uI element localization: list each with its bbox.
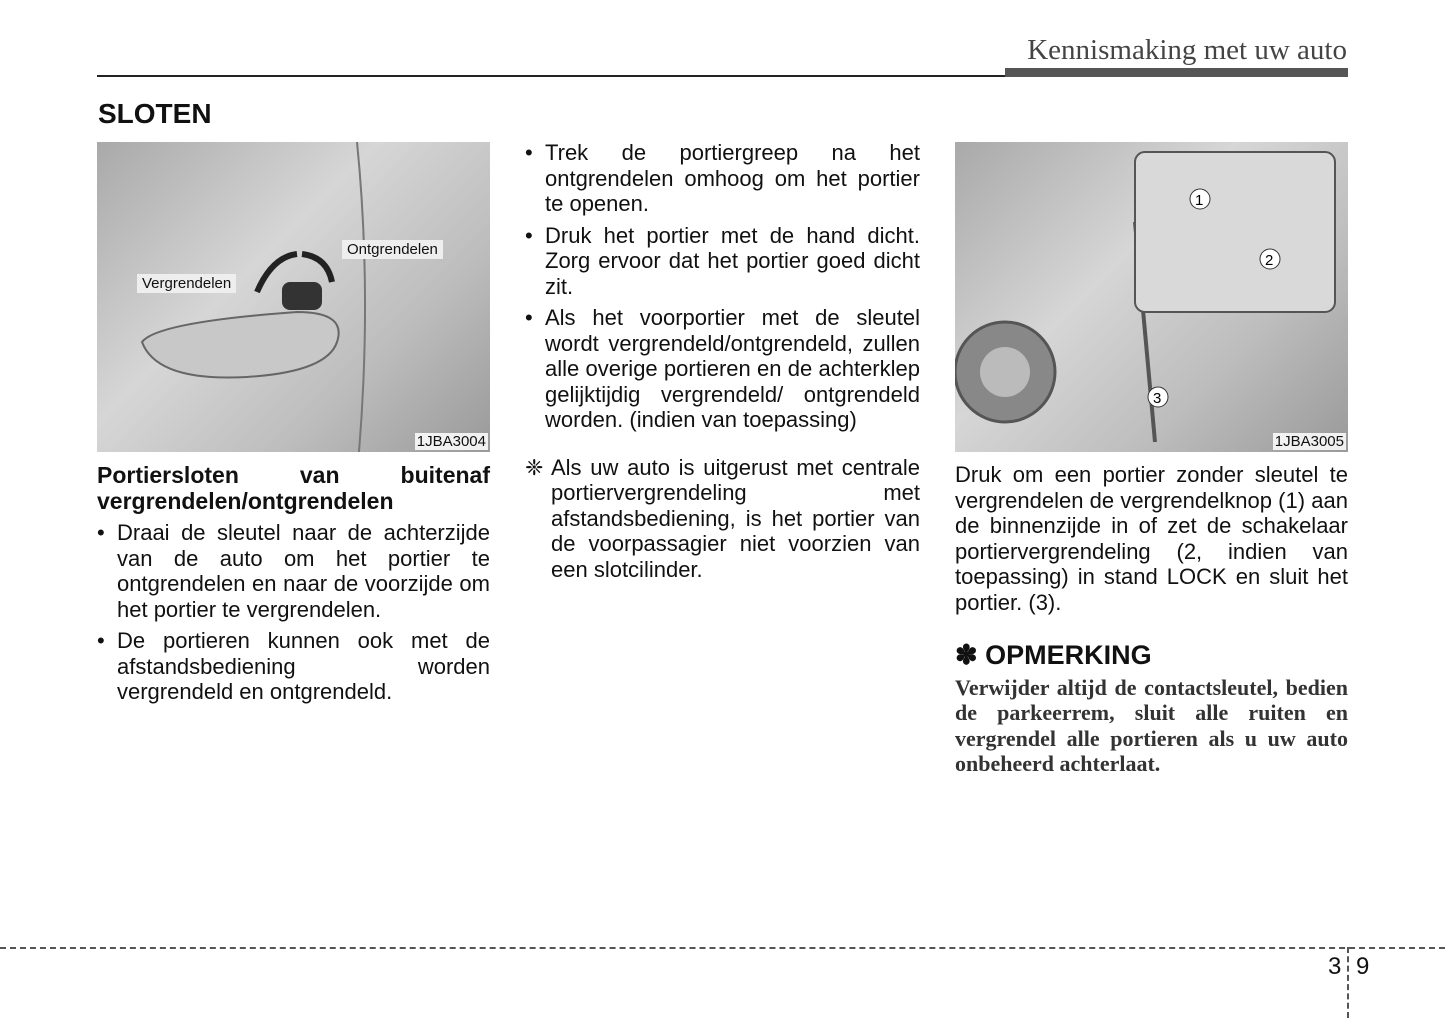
header-bar [1005,68,1348,77]
door-interior-illustration [955,142,1348,452]
svg-text:3: 3 [1153,390,1162,407]
note-symbol: ❈ [525,454,544,480]
subheading: Portiersloten van buitenaf vergrendelen/ontgrendelen [97,462,490,514]
bullet: • Als het voorportier met de sleutel wordt vergrendeld/ontgrendeld, zullen alle overige portieren en de achterklep gelijktijdig vergrendeld/ ontgrendeld worden. (indien van toepassing) [525,305,920,433]
middle-column [525,140,920,582]
figure-code: 1JBA3005 [1274,433,1344,450]
note-title: ✽ OPMERKING [955,640,1152,670]
bullet: • Draai de sleutel naar de achterzijde van de auto om het portier te ontgrendelen en naar de voorzijde om het portier te vergrendelen. [97,520,490,622]
note [525,455,920,583]
section-title: SLOTEN [98,98,212,129]
svg-text:2: 2 [1265,252,1274,269]
note-text: Als uw auto is uitgerust met centrale portiervergrendeling met afstandsbediening, is het portier van de voorpassagier niet voorzien van een slotcilinder. [551,454,920,582]
note-text: Verwijder altijd de contactsleutel, bedien de parkeerrem, sluit alle ruiten en vergrendel alle portieren als u uw auto onbeheerd achterlaat. [955,674,1348,776]
bullet: • De portieren kunnen ook met de afstandsbediening worden vergrendeld en ontgrendeld. [97,628,490,705]
svg-text:1: 1 [1195,192,1204,209]
bullet: • Trek de portiergreep na het ontgrendelen omhoog om het portier te openen. [525,140,920,217]
footer-divider [1347,947,1349,1018]
chapter-number: 3 [1328,953,1342,980]
label-lock: Vergrendelen [137,274,236,293]
running-header: Kennismaking met uw auto [1027,34,1347,66]
page-number: 9 [1356,953,1370,980]
figure-door-interior [955,142,1348,452]
header-rule [97,75,1007,77]
paragraph: Druk om een portier zonder sleutel te vergrendelen de vergrendelknop (1) aan de binnenzijde in of zet de schakelaar portiervergrendeling (2, indien van toepassing) in stand LOCK en sluit het portier. (3). [955,462,1348,615]
left-column [97,462,490,711]
label-unlock: Ontgrendelen [342,240,443,259]
right-column [955,462,1348,777]
figure-door-handle-key [97,142,490,452]
footer-rule [0,947,1445,949]
figure-code: 1JBA3004 [416,433,486,450]
door-handle-illustration [97,142,490,452]
bullet: • Druk het portier met de hand dicht. Zorg ervoor dat het portier goed dicht zit. [525,223,920,300]
